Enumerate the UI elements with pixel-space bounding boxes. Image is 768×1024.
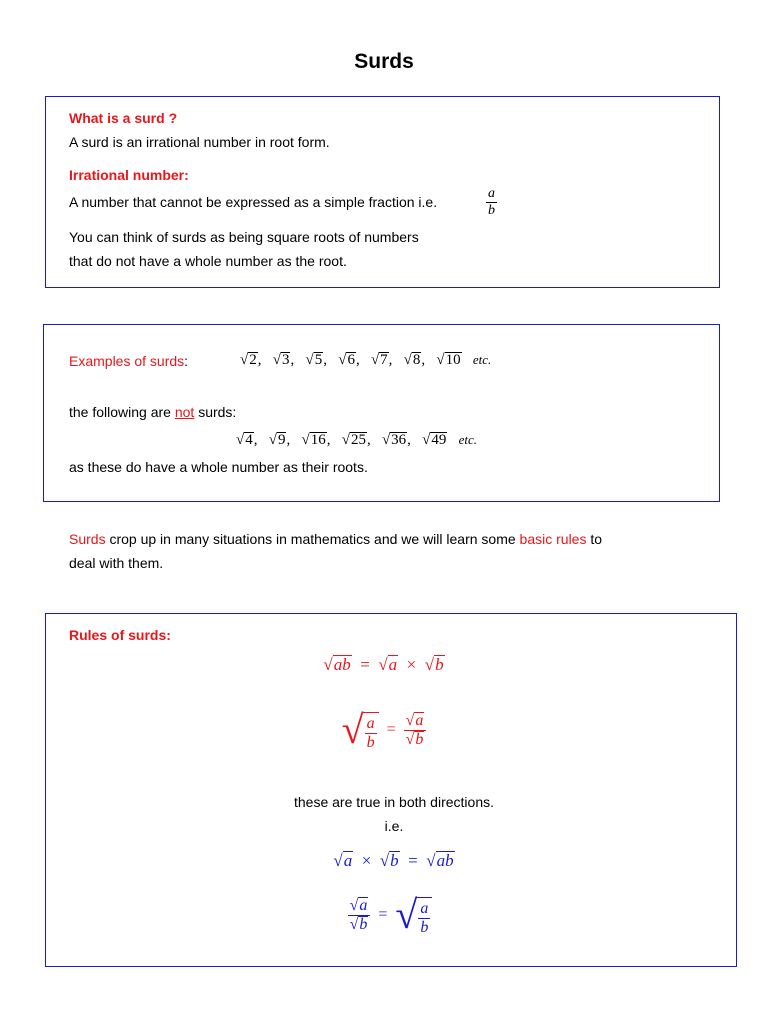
surds-intro-line2: deal with them. (69, 555, 164, 571)
quotient-rule: √ $\frac{a}{b}$ = $\frac{√a}{√b}$ (0, 708, 768, 752)
examples-colon: : (184, 353, 189, 369)
surd-explanation-line1: You can think of surds as being square roots of numbers (69, 229, 419, 245)
irrational-definition: A number that cannot be expressed as a simple fraction i.e. (69, 194, 438, 210)
surd-example: √6 (338, 352, 355, 368)
surds-word: Surds (69, 531, 106, 547)
product-rule: √ab = √a × √b (323, 655, 444, 674)
fraction-numerator: a (488, 186, 495, 201)
surd-definition: A surd is an irrational number in root form. (69, 134, 330, 150)
surd-example: √10 (436, 352, 461, 368)
surd-example: √5 (305, 352, 323, 368)
fraction-a-over-b (486, 186, 497, 219)
surd-example: √7 (370, 352, 388, 368)
product-rule-reverse: √a × √b = √ab (333, 851, 454, 870)
surd-example: √3 (272, 352, 290, 368)
non-surd-example: √25 (341, 432, 366, 448)
fraction-denominator: b (488, 203, 495, 218)
non-surd-example: √9 (268, 432, 286, 448)
quotient-rule-reverse: $\frac{√a}{√b}$ = √ $\frac{a}{b}$ (0, 893, 768, 937)
non-surd-example: √16 (301, 432, 326, 448)
examples-label-row (69, 353, 188, 370)
non-surd-reason: as these do have a whole number as their roots. (69, 459, 368, 475)
surd-heading: What is a surd ? (69, 110, 178, 126)
both-directions-note: these are true in both directions. (293, 794, 494, 810)
page-title: Surds (354, 50, 414, 73)
irrational-heading: Irrational number: (69, 167, 189, 183)
rules-heading: Rules of surds: (69, 627, 171, 643)
non-surd-example: √49 (422, 432, 447, 448)
examples-etc: etc. (472, 352, 492, 367)
basic-rules-word: basic rules (519, 531, 587, 547)
non-surd-example: √4 (236, 432, 253, 448)
not-surds-intro: the following are not surds: (69, 404, 237, 420)
not-word: not (174, 404, 195, 420)
surd-example: √8 (403, 352, 421, 368)
non-surd-example: √36 (381, 432, 407, 448)
surd-explanation-line2: that do not have a whole number as the root. (69, 253, 347, 269)
surds-intro-line1: Surds crop up in many situations in mathematics and we will learn some basic rules to (69, 531, 603, 547)
ie-note: i.e. (384, 818, 404, 834)
non-examples-etc: etc. (458, 432, 478, 447)
surd-example: √2 (240, 352, 257, 368)
examples-label: Examples of surds (69, 353, 185, 369)
non-surd-examples-list: √4, √9, √16, √25, √36, √49 etc. (236, 432, 478, 448)
surd-examples-list: √2, √3, √5, √6, √7, √8, √10 etc. (240, 352, 492, 368)
